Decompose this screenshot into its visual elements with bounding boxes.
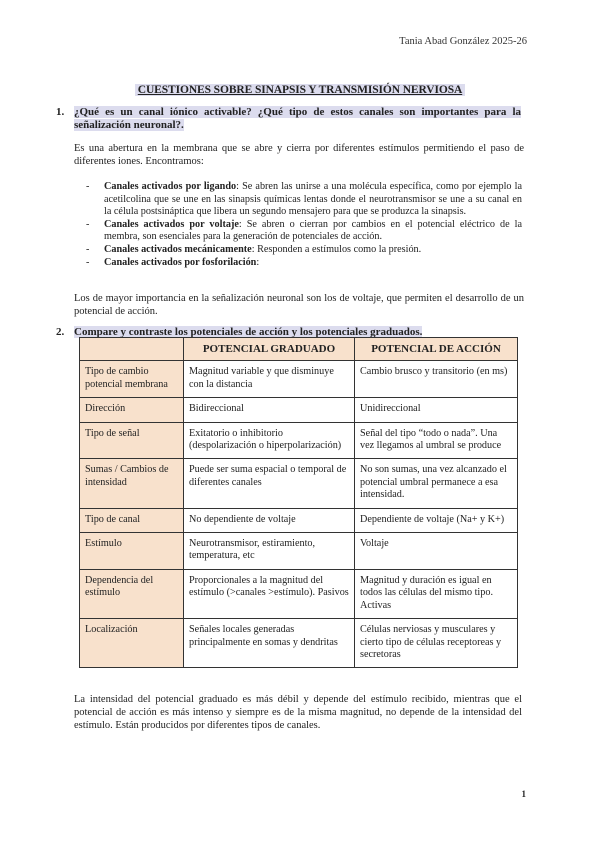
table-row — [80, 533, 518, 570]
question-1-conclusion: Los de mayor importancia en la señalización neuronal son los de voltaje, que permiten el desarrollo de un potencial de acción. — [74, 293, 524, 317]
list-item-term: Canales activados por fosforilación — [104, 256, 257, 268]
table-header-row — [80, 338, 518, 361]
table-cell: Proporcionales a la magnitud del estímulo (>canales >estímulo). Pasivos — [184, 569, 355, 618]
list-item: - Canales activados por ligando: Se abren las unirse a una molécula específica, como por ejemplo la acetilcolina que se une en las sinapsis químicas lentas donde el neurotransmisor se une a su canal en la célula postsináptica que libera un segundo mensajero para que se produzca la sinapsis. — [86, 181, 522, 218]
list-item-text: : — [256, 256, 260, 268]
row-header: Tipo de cambio potencial membrana — [80, 361, 184, 398]
list-item-term: Canales activados por voltaje — [104, 218, 239, 230]
list-item: - Canales activados por voltaje: Se abren o cierran por cambios en el potencial eléctrico de la membra, son esenciales para la generación de potenciales de acción. — [86, 218, 522, 243]
question-1-intro: Es una abertura en la membrana que se abre y cierra por diferentes estímulos permitiendo el paso de diferentes iones. Encontramos: — [74, 143, 524, 167]
list-item-text: : Se abren o cierran por cambios en el potencial eléctrico de la membra, son esenciales para la generación de potenciales de acción. — [104, 218, 522, 243]
question-1-number: 1. — [56, 106, 65, 118]
table-row — [80, 569, 518, 618]
table-cell: Cambio brusco y transitorio (en ms) — [355, 361, 518, 398]
question-2-number: 2. — [56, 326, 65, 338]
table-row — [80, 361, 518, 398]
page-number: 1 — [521, 789, 526, 799]
row-header: Localización — [80, 619, 184, 668]
table-cell: No son sumas, una vez alcanzado el potencial umbral permanece a esa intensidad. — [355, 459, 518, 508]
table-cell: Señal del tipo “todo o nada”. Una vez llegamos al umbral se produce — [355, 422, 518, 459]
row-header: Estímulo — [80, 533, 184, 570]
table-row — [80, 422, 518, 459]
document-title-wrap — [0, 80, 600, 98]
question-2-conclusion: La intensidad del potencial graduado es más débil y depende del estímulo recibido, mientras que el potencial de acción es más intenso y siempre es de la misma magnitud, no depende de la intensidad del estímulo. Están producidos por diferentes tipos de canales. — [74, 694, 522, 731]
document-title: CUESTIONES SOBRE SINAPSIS Y TRANSMISIÓN NERVIOSA — [135, 84, 465, 96]
table-cell: Puede ser suma espacial o temporal de diferentes canales — [184, 459, 355, 508]
table-row — [80, 508, 518, 532]
question-2-text: Compare y contraste los potenciales de acción y los potenciales graduados. — [74, 326, 423, 338]
list-item-term: Canales activados por ligando — [104, 181, 237, 192]
table-cell: Neurotransmisor, estiramiento, temperatura, etc — [184, 533, 355, 570]
list-item-text: : Responden a estímulos como la presión. — [251, 243, 422, 255]
table-cell: Señales locales generadas principalmente en somas y dendritas — [184, 619, 355, 668]
table-cell: Magnitud variable y que disminuye con la distancia — [184, 361, 355, 398]
row-header: Tipo de señal — [80, 422, 184, 459]
page-header-author: Tania Abad González 2025-26 — [399, 36, 527, 47]
table-cell: Unidireccional — [355, 398, 518, 422]
channel-types-list — [86, 181, 522, 269]
table-cell: Exitatorio o inhibitorio (despolarización o hiperpolarización) — [184, 422, 355, 459]
column-header-graduated: POTENCIAL GRADUADO — [184, 338, 355, 361]
comparison-table — [79, 337, 518, 668]
question-1 — [56, 106, 521, 132]
list-item-term: Canales activados mecánicamente — [104, 243, 252, 255]
table-row — [80, 459, 518, 508]
list-item: - Canales activados por fosforilación: — [86, 256, 260, 268]
row-header: Dependencia del estímulo — [80, 569, 184, 618]
list-item: - Canales activados mecánicamente: Responden a estímulos como la presión. — [86, 243, 422, 255]
table-cell: Magnitud y duración es igual en todos las células del mismo tipo. Activas — [355, 569, 518, 618]
table-corner-cell — [80, 338, 184, 361]
table-row — [80, 398, 518, 422]
table-cell: Células nerviosas y musculares y cierto tipo de células receptoreas y secretoras — [355, 619, 518, 668]
table-row — [80, 619, 518, 668]
list-item-text: : Se abren las unirse a una molécula específica, como por ejemplo la acetilcolina que se une en las sinapsis químicas lentas donde el neurotransmisor se une a su canal en la célula postsináptica que libera un segundo mensajero para que se produzca la sinapsis. — [104, 181, 522, 218]
table-cell: Bidireccional — [184, 398, 355, 422]
column-header-action: POTENCIAL DE ACCIÓN — [355, 338, 518, 361]
row-header: Sumas / Cambios de intensidad — [80, 459, 184, 508]
row-header: Dirección — [80, 398, 184, 422]
row-header: Tipo de canal — [80, 508, 184, 532]
table-cell: No dependiente de voltaje — [184, 508, 355, 532]
question-1-text: ¿Qué es un canal iónico activable? ¿Qué tipo de estos canales son importantes para la señalización neuronal?. — [74, 106, 521, 131]
table-cell: Voltaje — [355, 533, 518, 570]
table-cell: Dependiente de voltaje (Na+ y K+) — [355, 508, 518, 532]
